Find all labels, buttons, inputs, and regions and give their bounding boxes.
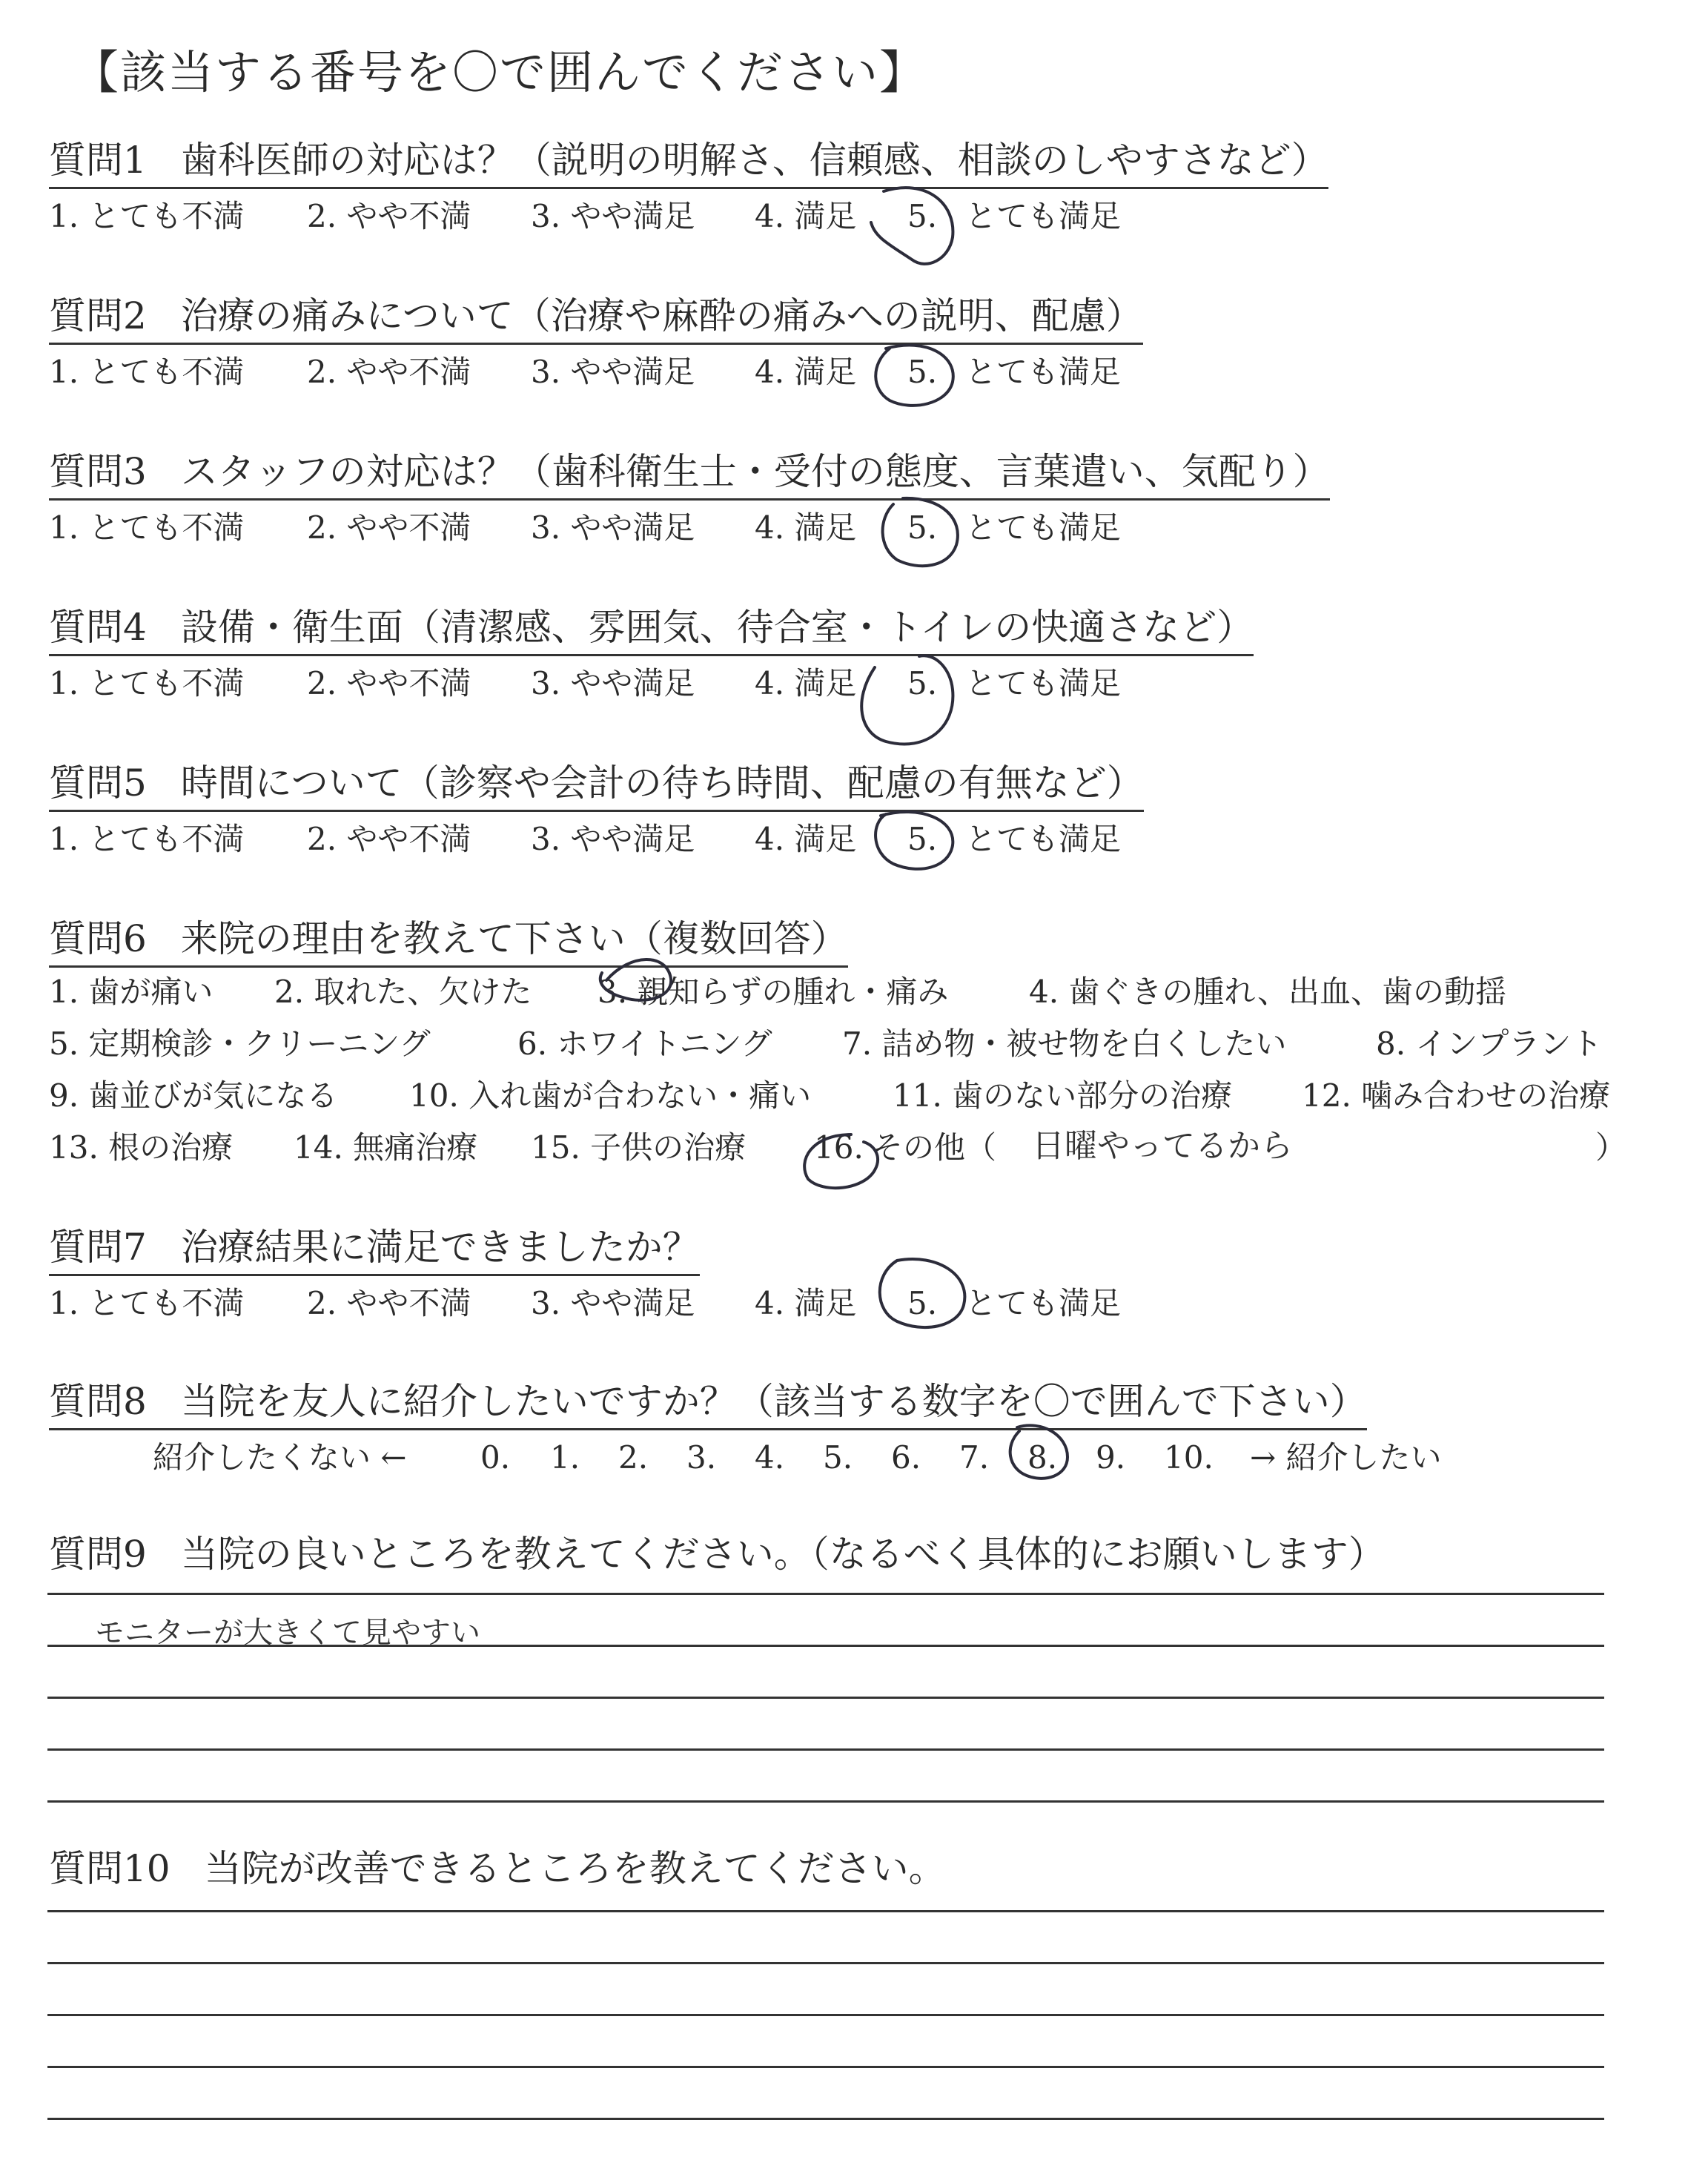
question-label: 質問6 xyxy=(49,917,147,960)
reason-option-16[interactable]: 16. xyxy=(814,1129,864,1166)
answer-line xyxy=(47,1645,1604,1647)
question-7-options xyxy=(49,1284,1235,1323)
option-5-label: とても満足 xyxy=(965,354,1122,390)
question-label: 質問9 xyxy=(49,1533,147,1576)
question-label: 質問5 xyxy=(49,762,147,805)
reason-option-8[interactable]: 8. インプラント xyxy=(1376,1025,1603,1062)
option-5-label: とても満足 xyxy=(965,509,1122,546)
question-10-header xyxy=(49,1846,946,1895)
question-5-options xyxy=(49,820,1235,859)
option-5[interactable]: 5. xyxy=(907,1285,938,1321)
reason-option-10[interactable]: 10. 入れ歯が合わない・痛い xyxy=(409,1077,812,1114)
reason-option-15[interactable]: 15. 子供の治療 xyxy=(531,1129,747,1166)
reason-option-6[interactable]: 6. ホワイトニング xyxy=(517,1025,772,1062)
reason-option-2[interactable]: 2. 取れた、欠けた xyxy=(274,974,532,1010)
score-2[interactable]: 2. xyxy=(618,1439,649,1476)
answer-line xyxy=(47,2118,1604,2120)
option-5-label: とても満足 xyxy=(965,665,1122,701)
option-3[interactable]: 3. やや満足 xyxy=(531,821,695,857)
other-close-paren: ） xyxy=(1595,1129,1627,1166)
other-label: その他（ xyxy=(872,1129,997,1166)
score-1[interactable]: 1. xyxy=(550,1439,580,1476)
option-5-label: とても満足 xyxy=(965,198,1122,234)
option-2[interactable]: 2. やや不満 xyxy=(307,354,471,390)
scale-right-label: → 紹介したい xyxy=(1250,1439,1442,1476)
question-9-header xyxy=(49,1532,1386,1581)
question-2-options xyxy=(49,353,1235,392)
question-2-header xyxy=(49,294,1143,345)
score-4[interactable]: 4. xyxy=(755,1439,785,1476)
option-2[interactable]: 2. やや不満 xyxy=(307,1285,471,1321)
question-5-header xyxy=(49,761,1144,812)
question-label: 質問1 xyxy=(49,139,147,182)
reason-option-3[interactable]: 3. 親知らずの腫れ・痛み xyxy=(598,974,949,1010)
question-8-scale xyxy=(153,1439,1532,1477)
reason-option-11[interactable]: 11. 歯のない部分の治療 xyxy=(893,1077,1233,1114)
reason-option-12[interactable]: 12. 噛み合わせの治療 xyxy=(1302,1077,1611,1114)
reason-option-7[interactable]: 7. 詰め物・被せ物を白くしたい xyxy=(842,1025,1287,1062)
question-label: 質問10 xyxy=(49,1847,171,1890)
question-label: 質問2 xyxy=(49,294,147,337)
option-5[interactable]: 5. xyxy=(907,198,938,234)
option-3[interactable]: 3. やや満足 xyxy=(531,665,695,701)
answer-line xyxy=(47,1910,1604,1912)
question-label: 質問3 xyxy=(49,450,147,493)
question-8-header xyxy=(49,1379,1367,1430)
option-5[interactable]: 5. xyxy=(907,821,938,857)
option-5[interactable]: 5. xyxy=(907,354,938,390)
reason-option-5[interactable]: 5. 定期検診・クリーニング xyxy=(49,1025,431,1062)
question-title: 時間について（診察や会計の待ち時間、配慮の有無など） xyxy=(180,762,1144,805)
question-label: 質問7 xyxy=(49,1226,147,1269)
question-6-row-1 xyxy=(49,973,1665,1011)
score-5[interactable]: 5. xyxy=(823,1439,853,1476)
question-title: 当院を友人に紹介したいですか？（該当する数字を〇で囲んで下さい） xyxy=(180,1380,1367,1423)
question-3-options xyxy=(49,509,1235,547)
option-2[interactable]: 2. やや不満 xyxy=(307,198,471,234)
option-1[interactable]: 1. とても不満 xyxy=(49,1285,245,1321)
score-0[interactable]: 0. xyxy=(480,1439,511,1476)
option-5[interactable]: 5. xyxy=(907,665,938,701)
question-label: 質問4 xyxy=(49,606,147,649)
question-title: スタッフの対応は？（歯科衛生士・受付の態度、言葉遣い、気配り） xyxy=(180,450,1330,493)
score-8[interactable]: 8. xyxy=(1027,1439,1058,1476)
score-9[interactable]: 9. xyxy=(1096,1439,1126,1476)
question-title: 来院の理由を教えて下さい（複数回答） xyxy=(180,917,848,960)
reason-option-4[interactable]: 4. 歯ぐきの腫れ、出血、歯の動揺 xyxy=(1029,974,1506,1010)
option-1[interactable]: 1. とても不満 xyxy=(49,665,245,701)
page-title: 【該当する番号を〇で囲んでください】 xyxy=(73,45,927,99)
reason-option-13[interactable]: 13. 根の治療 xyxy=(49,1129,234,1166)
answer-line xyxy=(47,1800,1604,1803)
question-title: 当院の良いところを教えてください。（なるべく具体的にお願いします） xyxy=(180,1533,1386,1576)
option-2[interactable]: 2. やや不満 xyxy=(307,665,471,701)
question-1-header xyxy=(49,138,1328,189)
question-title: 治療結果に満足できましたか？ xyxy=(180,1226,700,1269)
question-1-options xyxy=(49,197,1235,236)
question-6-header xyxy=(49,916,848,968)
option-2[interactable]: 2. やや不満 xyxy=(307,821,471,857)
reason-option-1[interactable]: 1. 歯が痛い xyxy=(49,974,214,1010)
question-label: 質問8 xyxy=(49,1380,147,1423)
question-title: 歯科医師の対応は？（説明の明解さ、信頼感、相談のしやすさなど） xyxy=(180,139,1328,182)
option-4[interactable]: 4. 満足 xyxy=(755,354,857,390)
option-3[interactable]: 3. やや満足 xyxy=(531,354,695,390)
option-5-label: とても満足 xyxy=(965,1285,1122,1321)
option-1[interactable]: 1. とても不満 xyxy=(49,198,245,234)
answer-line xyxy=(47,2066,1604,2068)
option-4[interactable]: 4. 満足 xyxy=(755,509,857,546)
question-6-row-4 xyxy=(49,1129,1665,1167)
option-3[interactable]: 3. やや満足 xyxy=(531,1285,695,1321)
q9-answer-handwritten[interactable]: モニターが大きくて見やすい xyxy=(95,1616,480,1650)
option-3[interactable]: 3. やや満足 xyxy=(531,509,695,546)
question-6-row-2 xyxy=(49,1025,1665,1063)
reason-option-14[interactable]: 14. 無痛治療 xyxy=(294,1129,478,1166)
answer-line xyxy=(47,1697,1604,1699)
score-6[interactable]: 6. xyxy=(891,1439,921,1476)
option-3[interactable]: 3. やや満足 xyxy=(531,198,695,234)
score-3[interactable]: 3. xyxy=(686,1439,717,1476)
option-1[interactable]: 1. とても不満 xyxy=(49,509,245,546)
score-10[interactable]: 10. xyxy=(1164,1439,1214,1476)
answer-line xyxy=(47,1593,1604,1595)
score-7[interactable]: 7. xyxy=(959,1439,990,1476)
reason-option-9[interactable]: 9. 歯並びが気になる xyxy=(49,1077,338,1114)
option-5-label: とても満足 xyxy=(965,821,1122,857)
question-4-header xyxy=(49,605,1254,656)
question-title: 当院が改善できるところを教えてください。 xyxy=(204,1847,946,1890)
option-1[interactable]: 1. とても不満 xyxy=(49,354,245,390)
option-2[interactable]: 2. やや不満 xyxy=(307,509,471,546)
option-4[interactable]: 4. 満足 xyxy=(755,665,857,701)
answer-line xyxy=(47,1748,1604,1751)
option-4[interactable]: 4. 満足 xyxy=(755,1285,857,1321)
other-reason-handwritten[interactable]: 日曜やってるから xyxy=(1032,1127,1293,1165)
question-title: 設備・衛生面（清潔感、雰囲気、待合室・トイレの快適さなど） xyxy=(180,606,1254,649)
question-3-header xyxy=(49,449,1330,501)
option-4[interactable]: 4. 満足 xyxy=(755,821,857,857)
option-1[interactable]: 1. とても不満 xyxy=(49,821,245,857)
scale-left-label: 紹介したくない ← xyxy=(153,1439,407,1476)
question-4-options xyxy=(49,664,1235,703)
option-5[interactable]: 5. xyxy=(907,509,938,546)
question-title: 治療の痛みについて（治療や麻酔の痛みへの説明、配慮） xyxy=(180,294,1143,337)
option-4[interactable]: 4. 満足 xyxy=(755,198,857,234)
question-6-row-3 xyxy=(49,1077,1665,1115)
answer-line xyxy=(47,1962,1604,1964)
answer-line xyxy=(47,2014,1604,2016)
question-7-header xyxy=(49,1225,700,1276)
